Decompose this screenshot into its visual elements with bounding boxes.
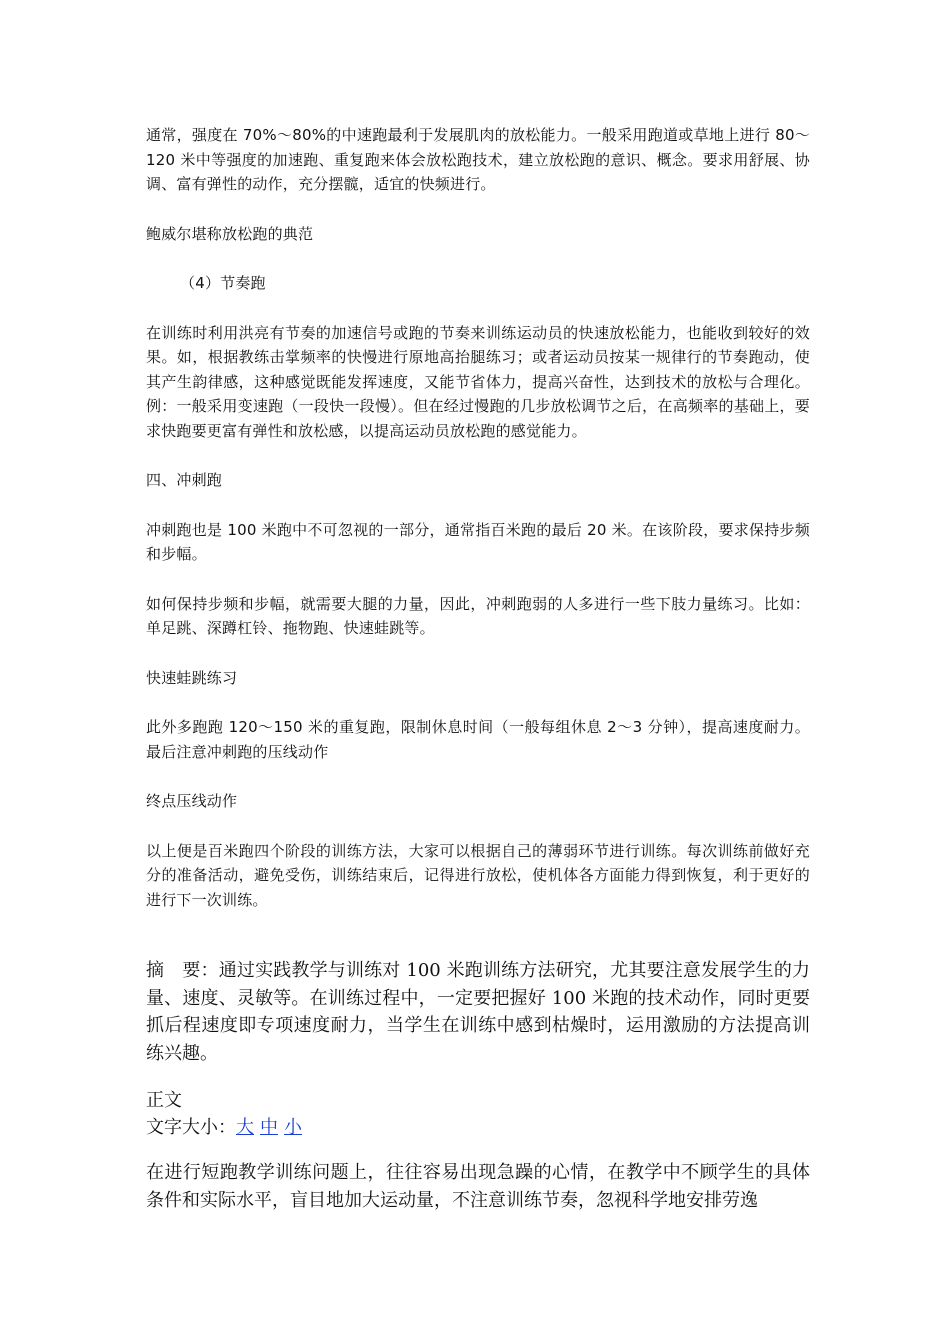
font-size-selector bbox=[146, 1114, 810, 1141]
caption-frog-jump: 快速蛙跳练习 bbox=[146, 668, 238, 687]
font-size-small-link[interactable]: 小 bbox=[284, 1117, 302, 1138]
paragraph-sprint-strength: 如何保持步频和步幅，就需要大腿的力量，因此，冲刺跑弱的人多进行一些下肢力量练习。比如：单足跳、深蹲杠铃、拖物跑、快速蛙跳等。 bbox=[146, 594, 810, 637]
heading-sprint: 四、冲刺跑 bbox=[146, 471, 223, 489]
caption-powell: 鲍威尔堪称放松跑的典范 bbox=[146, 224, 314, 243]
font-size-large-link[interactable]: 大 bbox=[236, 1117, 254, 1138]
font-size-medium-link[interactable]: 中 bbox=[260, 1117, 278, 1138]
body-paragraph: 在进行短跑教学训练问题上，往往容易出现急躁的心情，在教学中不顾学生的具体条件和实际水平，盲目地加大运动量，不注意训练节奏，忽视科学地安排劳逸 bbox=[146, 1162, 810, 1211]
font-size-label: 文字大小： bbox=[146, 1117, 236, 1138]
subheading-rhythm-run: （4）节奏跑 bbox=[180, 274, 266, 292]
paragraph-rhythm-run: 在训练时利用洪亮有节奏的加速信号或跑的节奏来训练运动员的快速放松能力，也能收到较好的效果。如，根据教练击掌频率的快慢进行原地高抬腿练习；或者运动员按某一规律行的节奏跑动，使其产生韵律感，这种感觉既能发挥速度，又能节省体力，提高兴奋性，达到技术的放松与合理化。例：一般采用变速跑（一段快一段慢）。但在经过慢跑的几步放松调节之后，在高频率的基础上，要求快跑要更富有弹性和放松感，以提高运动员放松跑的感觉能力。 bbox=[146, 323, 810, 440]
abstract: 摘 要：通过实践教学与训练对 100 米跑训练方法研究，尤其要注意发展学生的力量、速度、灵敏等。在训练过程中，一定要把握好 100 米跑的技术动作，同时更要抓后程速度即专项速度耐力，当学生在训练中感到枯燥时，运用激励的方法提高训练兴趣。 bbox=[146, 960, 810, 1064]
document-content bbox=[146, 123, 810, 1215]
zhengwen-heading: 正文 bbox=[146, 1090, 182, 1111]
paragraph-repeat-run: 此外多跑跑 120～150 米的重复跑，限制休息时间（一般每组休息 2～3 分钟），提高速度耐力。最后注意冲刺跑的压线动作 bbox=[146, 718, 810, 761]
paragraph-relaxed-running: 通常，强度在 70%～80%的中速跑最利于发展肌肉的放松能力。一般采用跑道或草地上进行 80～120 米中等强度的加速跑、重复跑来体会放松跑技术，建立放松跑的意识、概念。要求用舒展、协调、富有弹性的动作，充分摆髋，适宜的快频进行。 bbox=[146, 126, 810, 193]
paragraph-sprint-intro: 冲刺跑也是 100 米跑中不可忽视的一部分，通常指百米跑的最后 20 米。在该阶段，要求保持步频和步幅。 bbox=[146, 520, 810, 563]
paragraph-summary: 以上便是百米跑四个阶段的训练方法，大家可以根据自己的薄弱环节进行训练。每次训练前做好充分的准备活动，避免受伤，训练结束后，记得进行放松，使机体各方面能力得到恢复，利于更好的进行下一次训练。 bbox=[146, 841, 810, 909]
caption-finish-line: 终点压线动作 bbox=[146, 792, 238, 810]
